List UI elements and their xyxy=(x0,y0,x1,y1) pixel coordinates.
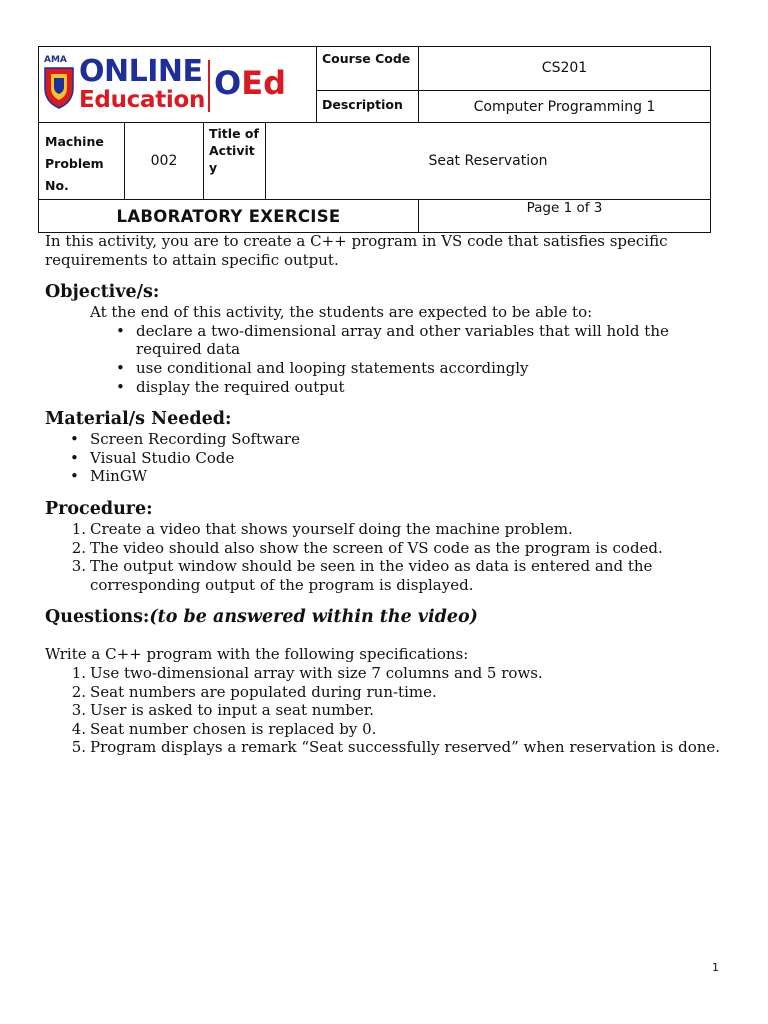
list-item: 2. The video should also show the screen of VS code as the program is coded. xyxy=(71,538,663,557)
machine-problem-value: 002 xyxy=(150,153,178,169)
course-code-value: CS201 xyxy=(541,60,588,76)
activity-title-value: Seat Reservation xyxy=(428,153,548,169)
questions-list xyxy=(71,663,730,757)
list-item: 3. User is asked to input a seat number. xyxy=(71,701,375,720)
oed-logo xyxy=(42,54,288,114)
objectives-heading: Objective/s: xyxy=(45,282,160,303)
oed-ed: Ed xyxy=(241,64,286,102)
objectives-list xyxy=(116,321,716,396)
list-item: • display the required output xyxy=(116,377,345,396)
title-of-activity-label: Title of Activity xyxy=(209,126,259,175)
list-item: 2. Seat numbers are populated during run-time. xyxy=(71,682,437,701)
questions-note: (to be answered within the video) xyxy=(149,607,478,628)
list-item: • declare a two-dimensional array and other variables that will hold the required data xyxy=(116,321,669,359)
procedure-heading: Procedure: xyxy=(45,498,153,519)
list-item: 5. Program displays a remark “Seat successfully reserved” when reservation is done. xyxy=(71,738,721,757)
list-item: 3. The output window should be seen in the video as data is entered and the corresponding output of the program is displayed. xyxy=(71,557,653,594)
document-body xyxy=(45,232,735,757)
description-value: Computer Programming 1 xyxy=(473,98,656,115)
ama-logo-text: AMA xyxy=(44,55,67,65)
logo-online-text: ONLINE xyxy=(79,54,203,89)
questions-lead: Write a C++ program with the following specifications: xyxy=(45,645,469,664)
list-item: • use conditional and looping statements accordingly xyxy=(116,358,529,377)
procedure-list xyxy=(71,519,670,594)
list-item: 1. Use two-dimensional array with size 7 columns and 5 rows. xyxy=(71,663,543,682)
course-code-label: Course Code xyxy=(322,51,411,66)
laboratory-exercise-heading: LABORATORY EXERCISE xyxy=(116,206,341,226)
logo-divider xyxy=(208,60,210,112)
logo-education-text: Education xyxy=(79,87,206,113)
oed-o: O xyxy=(214,64,242,102)
list-item: 1. Create a video that shows yourself doing the machine problem. xyxy=(71,519,573,538)
materials-heading: Material/s Needed: xyxy=(45,409,232,430)
list-item: • MinGW xyxy=(70,467,148,486)
materials-list xyxy=(70,430,735,486)
objectives-lead: At the end of this activity, the students are expected to be able to: xyxy=(90,303,593,322)
list-item: • Screen Recording Software xyxy=(70,430,300,449)
oed-mark xyxy=(214,66,286,100)
list-item: 4. Seat number chosen is replaced by 0. xyxy=(71,719,377,738)
intro-paragraph: In this activity, you are to create a C++ program in VS code that satisfies specific requirements to attain specific output. xyxy=(45,232,668,269)
page-number: 1 xyxy=(712,961,719,974)
machine-problem-label: Machine Problem No. xyxy=(45,134,104,193)
page-info: Page 1 of 3 xyxy=(526,200,603,216)
list-item: • Visual Studio Code xyxy=(70,448,235,467)
description-label: Description xyxy=(322,97,403,112)
header-table xyxy=(38,46,711,233)
questions-heading: Questions:(to be answered within the video) xyxy=(45,607,478,628)
